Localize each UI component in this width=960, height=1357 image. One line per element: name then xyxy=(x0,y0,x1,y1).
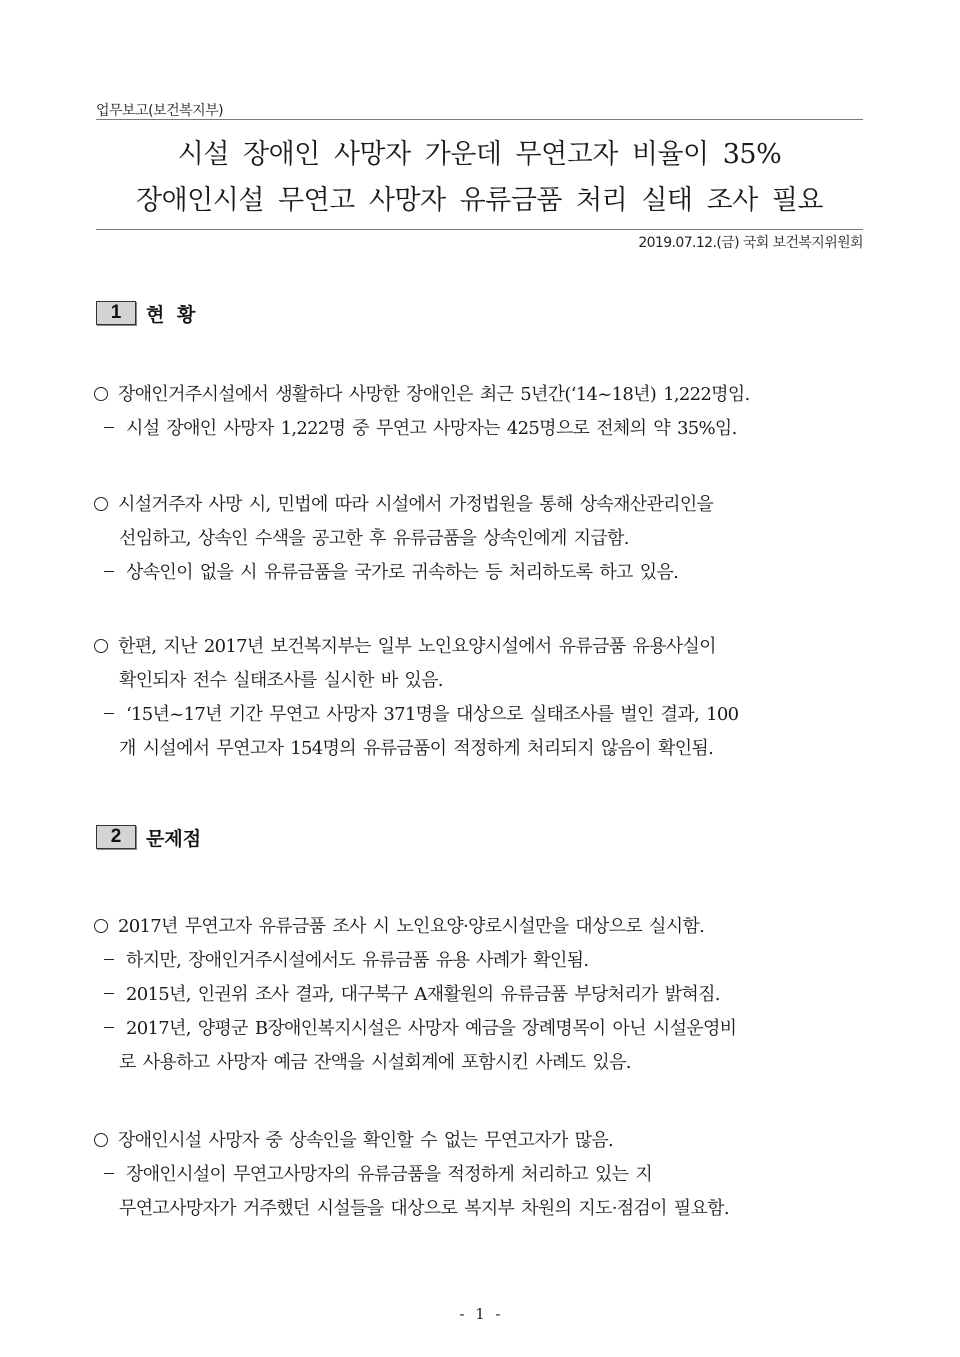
dash-bullet-icon xyxy=(104,959,114,960)
section-2-heading xyxy=(96,824,201,850)
date-and-committee: 2019.07.12.(금) 국회 보건복지위원회 xyxy=(638,235,863,251)
list-item-dash: ‘15년~17년 기간 무연고 사망자 371명을 대상으로 실태조사를 벌인 결과, 100 xyxy=(92,698,872,732)
header-rule xyxy=(96,119,863,120)
dash-bullet-icon xyxy=(104,427,114,428)
list-item-continuation: 확인되자 전수 실태조사를 실시한 바 있음. xyxy=(119,670,443,691)
dash-bullet-icon xyxy=(104,993,114,994)
dash-bullet-icon xyxy=(104,571,114,572)
list-item-circle: 2017년 무연고자 유류금품 조사 시 노인요양·양로시설만을 대상으로 실시함. xyxy=(92,910,872,944)
circle-bullet-icon xyxy=(94,1133,108,1147)
page-number: - 1 - xyxy=(459,1305,501,1323)
title-rule xyxy=(96,229,863,230)
title-line-2: 장애인시설 무연고 사망자 유류금품 처리 실태 조사 필요 xyxy=(136,185,823,216)
section-number-box: 2 xyxy=(96,825,136,849)
circle-bullet-icon xyxy=(94,497,108,511)
section-1-block-2 xyxy=(92,488,872,590)
section-2-block-1 xyxy=(92,910,872,1080)
list-item-circle: 한편, 지난 2017년 보건복지부는 일부 노인요양시설에서 유류금품 유용사실이 xyxy=(92,630,872,664)
section-1-block-3 xyxy=(92,630,872,766)
section-1-block-1 xyxy=(92,378,872,446)
list-item-dash: 2015년, 인권위 조사 결과, 대구북구 A재활원의 유류금품 부당처리가 밝혀짐. xyxy=(92,978,872,1012)
title-line-1: 시설 장애인 사망자 가운데 무연고자 비율이 35% xyxy=(177,139,782,170)
list-item-dash: 2017년, 양평군 B장애인복지시설은 사망자 예금을 장례명목이 아닌 시설운영비 xyxy=(92,1012,872,1046)
list-item-dash: 하지만, 장애인거주시설에서도 유류금품 유용 사례가 확인됨. xyxy=(92,944,872,978)
section-1-heading xyxy=(96,300,195,326)
list-item-circle: 장애인시설 사망자 중 상속인을 확인할 수 없는 무연고자가 많음. xyxy=(92,1124,872,1158)
dash-bullet-icon xyxy=(104,1173,114,1174)
list-item-circle: 장애인거주시설에서 생활하다 사망한 장애인은 최근 5년간(‘14~18년) 1,222명임. xyxy=(92,378,872,412)
circle-bullet-icon xyxy=(94,387,108,401)
list-item-dash: 장애인시설이 무연고사망자의 유류금품을 적정하게 처리하고 있는 지 xyxy=(92,1158,872,1192)
list-item-continuation: 무연고사망자가 거주했던 시설들을 대상으로 복지부 차원의 지도·점검이 필요함. xyxy=(119,1198,729,1219)
section-number-box: 1 xyxy=(96,301,136,325)
list-item-dash: 상속인이 없을 시 유류금품을 국가로 귀속하는 등 처리하도록 하고 있음. xyxy=(92,556,872,590)
list-item-continuation: 개 시설에서 무연고자 154명의 유류금품이 적정하게 처리되지 않음이 확인됨. xyxy=(119,738,714,759)
dash-bullet-icon xyxy=(104,713,114,714)
section-title: 문제점 xyxy=(146,827,202,850)
section-title: 현 황 xyxy=(146,303,196,326)
list-item-continuation: 로 사용하고 사망자 예금 잔액을 시설회계에 포함시킨 사례도 있음. xyxy=(119,1052,631,1073)
circle-bullet-icon xyxy=(94,919,108,933)
circle-bullet-icon xyxy=(94,639,108,653)
document-title xyxy=(96,132,863,224)
section-2-block-2 xyxy=(92,1124,872,1226)
dash-bullet-icon xyxy=(104,1027,114,1028)
list-item-circle: 시설거주자 사망 시, 민법에 따라 시설에서 가정법원을 통해 상속재산관리인을 xyxy=(92,488,872,522)
list-item-dash: 시설 장애인 사망자 1,222명 중 무연고 사망자는 425명으로 전체의 약 35%임. xyxy=(92,412,872,446)
report-category-label: 업무보고(보건복지부) xyxy=(96,103,224,119)
list-item-continuation: 선임하고, 상속인 수색을 공고한 후 유류금품을 상속인에게 지급함. xyxy=(119,528,629,549)
